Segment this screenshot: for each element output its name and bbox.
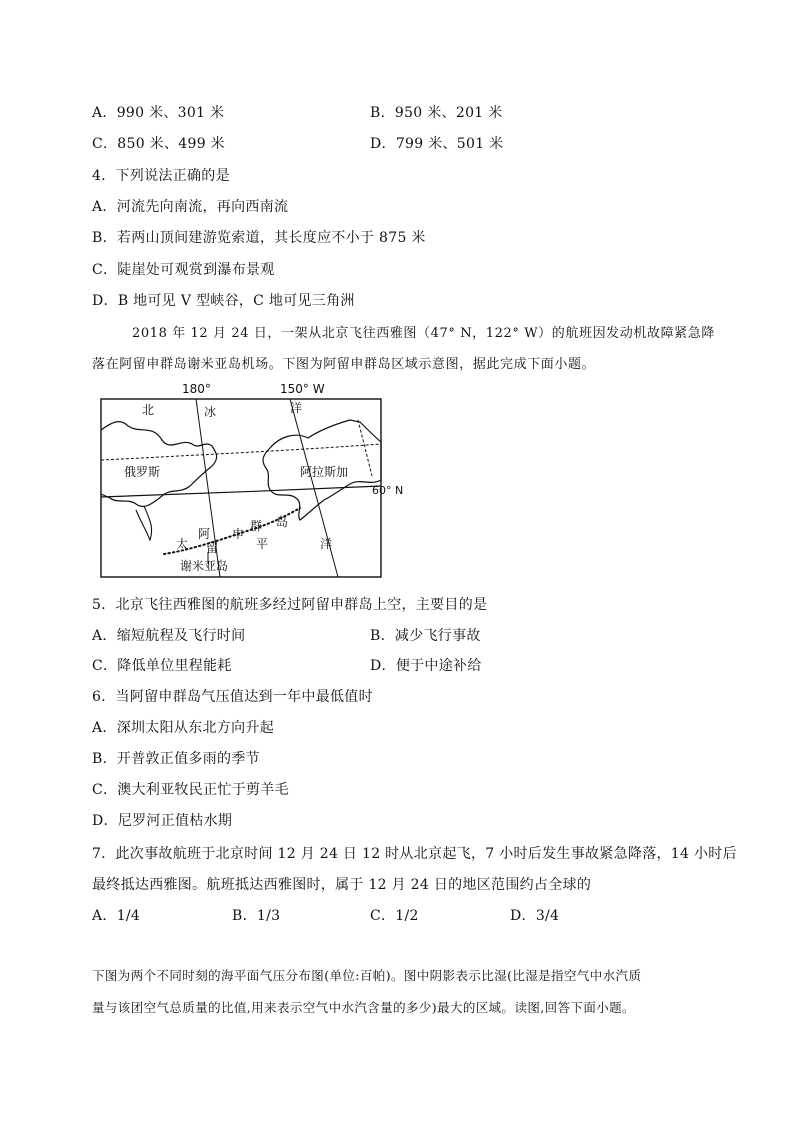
q6-option-b: B．开普敦正值多雨的季节 (92, 751, 260, 767)
q5-option-a: A．缩短航程及飞行时间 (92, 628, 246, 644)
q7-option-c: C．1/2 (370, 908, 419, 924)
label-liu: 留 (206, 541, 219, 555)
q3-option-d: D．799 米、501 米 (370, 136, 504, 152)
label-yang2: 洋 (320, 537, 333, 551)
q6-stem: 6．当阿留申群岛气压值达到一年中最低值时 (92, 689, 373, 705)
q6-option-c: C．澳大利亚牧民正忙于剪羊毛 (92, 782, 289, 798)
label-bing: 冰 (204, 405, 217, 419)
q7-option-b: B．1/3 (232, 908, 281, 924)
alaska-border-line (358, 420, 372, 476)
label-lat-60n: 60° N (372, 484, 404, 497)
label-lon-180: 180° (182, 382, 211, 396)
q6-option-a: A．深圳太阳从东北方向升起 (92, 720, 275, 736)
passage2-line1: 下图为两个不同时刻的海平面气压分布图(单位:百帕)。图中阴影表示比湿(比湿是指空气中水汽质 (92, 968, 642, 983)
aleutian-map (100, 380, 404, 580)
label-qun: 群 (250, 519, 263, 533)
q5-stem: 5．北京飞往西雅图的航班多经过阿留申群岛上空，主要目的是 (92, 597, 488, 613)
label-alaska: 阿拉斯加 (300, 465, 349, 479)
q7-stem-line1: 7．此次事故航班于北京时间 12 月 24 日 12 时从北京起飞，7 小时后发生事故紧急降落，14 小时后 (92, 846, 737, 862)
q5-option-d: D．便于中途补给 (370, 658, 482, 674)
label-russia: 俄罗斯 (124, 465, 161, 479)
q4-stem: 4．下列说法正确的是 (92, 168, 230, 184)
label-dao: 岛 (276, 515, 289, 529)
passage2-line2: 量与该团空气总质量的比值,用来表示空气中水汽含量的多少)最大的区域。读图,回答下面小题。 (92, 1000, 635, 1015)
passage1-line2: 落在阿留申群岛谢米亚岛机场。下图为阿留申群岛区域示意图，据此完成下面小题。 (92, 357, 596, 372)
label-ping: 平 (256, 537, 269, 551)
q3-option-c: C．850 米、499 米 (92, 136, 225, 152)
arctic-circle-line (101, 444, 381, 460)
q7-stem-line2: 最终抵达西雅图。航班抵达西雅图时，属于 12 月 24 日的地区范围约占全球的 (92, 877, 592, 893)
q3-option-a: A．990 米、301 米 (92, 105, 225, 121)
q4-option-d: D．B 地可见 V 型峡谷，C 地可见三角洲 (92, 293, 355, 309)
q7-option-d: D．3/4 (510, 908, 560, 924)
label-lon-150w: 150° W (280, 382, 325, 396)
label-a: 阿 (198, 527, 211, 541)
passage1-line1: 2018 年 12 月 24 日，一架从北京飞往西雅图（47° N，122° W）的航班因发动机故障紧急降 (132, 326, 715, 341)
kamchatka-coastline (136, 506, 152, 540)
q5-option-b: B．减少飞行事故 (370, 628, 481, 644)
q3-option-b: B．950 米、201 米 (370, 105, 503, 121)
q4-option-b: B．若两山顶间建游览索道，其长度应不小于 875 米 (92, 230, 426, 246)
label-bei: 北 (142, 403, 155, 417)
label-shen: 申 (232, 527, 245, 541)
label-semya: 谢米亚岛 (180, 559, 229, 573)
q4-option-a: A．河流先向南流，再向西南流 (92, 199, 289, 215)
q4-option-c: C．陡崖处可观赏到瀑布景观 (92, 262, 275, 278)
q7-option-a: A．1/4 (92, 908, 141, 924)
label-tai: 太 (176, 537, 189, 551)
q5-option-c: C．降低单位里程能耗 (92, 658, 232, 674)
q6-option-d: D．尼罗河正值枯水期 (92, 813, 233, 829)
label-yang1: 洋 (290, 401, 303, 415)
